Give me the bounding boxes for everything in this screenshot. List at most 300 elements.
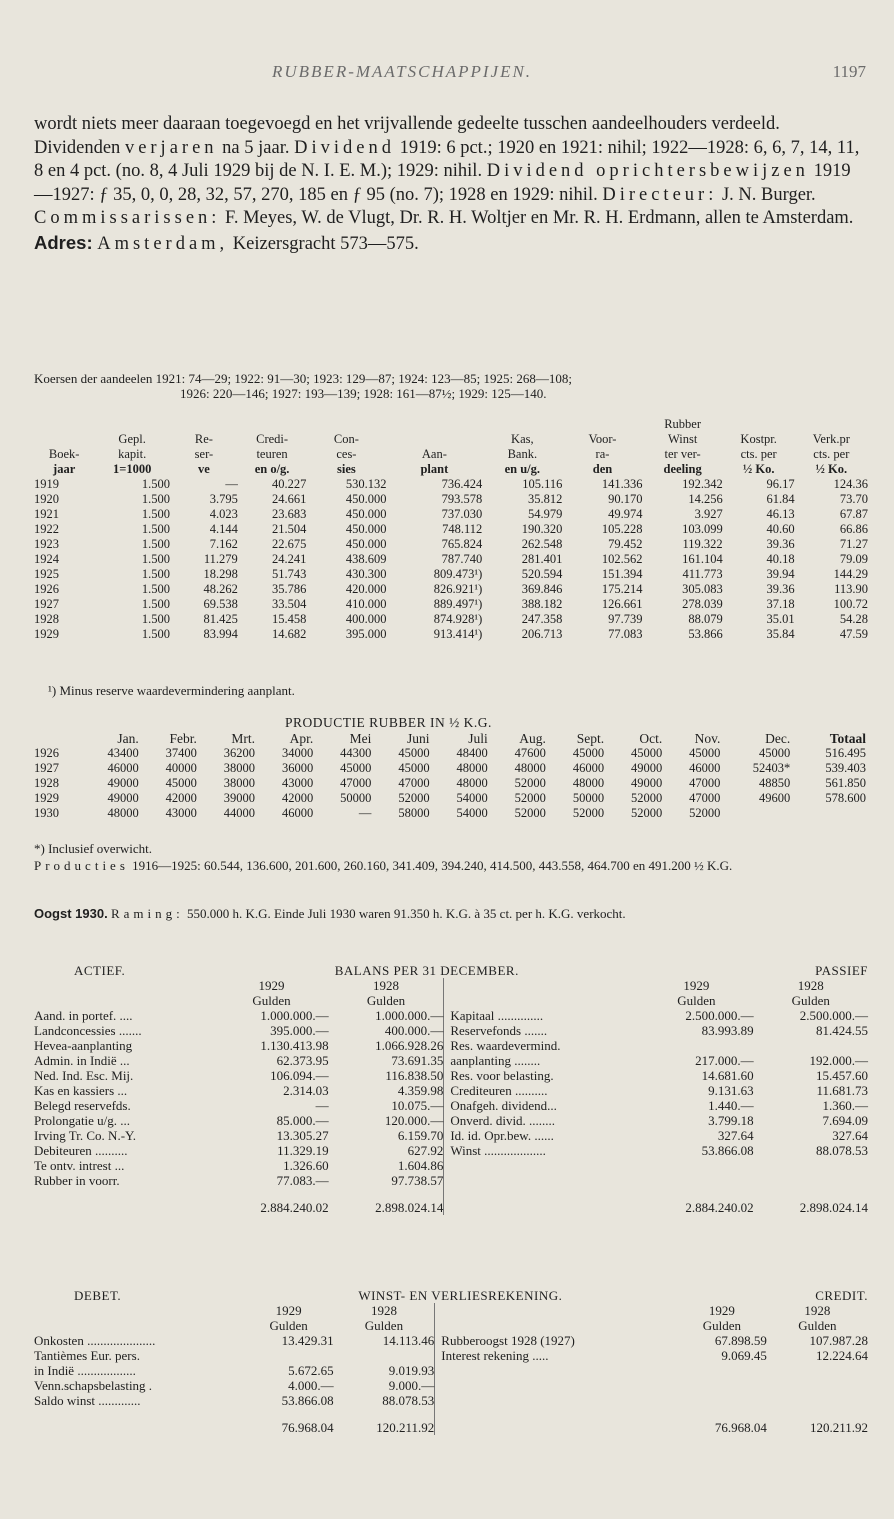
column-header <box>170 417 238 432</box>
production-cell: 48000 <box>514 761 546 775</box>
table-cell: 119.322 <box>682 537 723 551</box>
right-title: PASSIEF <box>815 963 868 978</box>
table-cell: 14.256 <box>688 492 723 506</box>
table-cell: 736.424 <box>441 477 483 491</box>
table-cell: 4.144 <box>209 522 238 536</box>
left-title: ACTIEF. <box>74 963 126 978</box>
table-cell: 3.927 <box>694 507 723 521</box>
left-item-label: Belegd reservefds. <box>34 1098 131 1113</box>
right-item-value: 3.799.18 <box>708 1113 754 1128</box>
unit-label: Gulden <box>269 1318 308 1333</box>
statement-row <box>34 1098 868 1113</box>
table-cell: 21.504 <box>271 522 307 536</box>
right-item-value: 107.987.28 <box>809 1333 868 1348</box>
month-header: Jan. <box>117 731 139 746</box>
spacer <box>639 1173 753 1188</box>
column-header <box>238 417 307 432</box>
year-label: 1929 <box>708 1303 735 1318</box>
table-cell: 40.227 <box>271 477 307 491</box>
label-raming: Raming: <box>110 906 184 921</box>
left-title: DEBET. <box>74 1288 122 1303</box>
column-header: deeling <box>663 462 702 476</box>
statement-row <box>34 1173 868 1188</box>
column-header: teuren <box>256 447 288 461</box>
table-cell: 77.083 <box>608 627 643 641</box>
text-oprichters-history: 1919—1927: ƒ 35, 0, 0, 28, 32, 57, 270, 185 en ƒ 95 (no. 7); 1928 en 1929: nihil. <box>34 161 851 205</box>
right-item-value <box>639 1038 753 1053</box>
month-header: Dec. <box>765 731 791 746</box>
table-cell: 67.87 <box>839 507 868 521</box>
table-cell: 47.59 <box>839 627 868 641</box>
spacer <box>444 993 639 1008</box>
spacer <box>435 1378 677 1393</box>
right-item-value: 83.993.89 <box>701 1023 754 1038</box>
unit-label: Gulden <box>791 993 830 1008</box>
statement-row <box>34 1363 868 1378</box>
production-cell: 45000 <box>689 746 721 760</box>
producties-paragraph <box>34 858 874 874</box>
table-cell: 144.29 <box>833 567 868 581</box>
table-cell: 79.452 <box>608 537 643 551</box>
unit-label: Gulden <box>798 1318 837 1333</box>
production-cell: 48850 <box>758 776 791 790</box>
table-cell: 1928 <box>34 612 59 626</box>
production-cell: 47000 <box>689 776 721 790</box>
left-item-value: 1.000.000.— <box>260 1008 329 1023</box>
month-header: Juli <box>468 731 488 746</box>
left-item-value: 4.359.98 <box>397 1083 444 1098</box>
year-label: 1928 <box>370 1303 397 1318</box>
production-row <box>34 791 866 806</box>
table-cell: 103.099 <box>682 522 723 536</box>
column-header: ra- <box>595 447 610 461</box>
table-row <box>34 507 868 522</box>
left-item-label: Venn.schapsbelasting . <box>34 1378 153 1393</box>
totals-row <box>34 1188 868 1215</box>
statement-row <box>34 1113 868 1128</box>
production-row <box>34 746 866 761</box>
table-cell: 388.182 <box>521 597 563 611</box>
unit-row <box>34 1318 868 1333</box>
right-item-label: aanplanting ........ <box>444 1053 639 1068</box>
production-cell: 34000 <box>281 746 314 760</box>
left-item-value: 1.604.86 <box>397 1158 444 1173</box>
left-item-value: 97.738.57 <box>391 1173 444 1188</box>
left-item-value: 106.094.— <box>270 1068 329 1083</box>
spacer <box>444 1173 639 1188</box>
table-cell: 530.132 <box>345 477 387 491</box>
production-cell: 48000 <box>107 806 139 820</box>
text-na-5-jaar: na 5 jaar. <box>222 137 290 158</box>
table-cell: 3.795 <box>209 492 238 506</box>
table-cell: 141.336 <box>601 477 643 491</box>
table-cell: 281.401 <box>521 552 563 566</box>
left-item-value <box>334 1348 435 1363</box>
spacer <box>677 1363 767 1378</box>
statement-row <box>34 1393 868 1408</box>
column-header <box>94 417 170 432</box>
left-item-label: Saldo winst ............. <box>34 1393 141 1408</box>
right-item-value: 1.440.— <box>708 1098 754 1113</box>
left-item-label: Hevea-aanplanting <box>34 1038 133 1053</box>
table-cell: 190.320 <box>521 522 563 536</box>
share-prices-line-1: Koersen der aandeelen 1921: 74—29; 1922: 91—30; 1923: 129—87; 1924: 123—85; 1925: 268—108; <box>34 371 572 386</box>
table-cell: 81.425 <box>203 612 238 626</box>
table-cell: 40.18 <box>766 552 795 566</box>
total-value: 2.884.240.02 <box>260 1200 329 1215</box>
left-item-label: Debiteuren .......... <box>34 1143 128 1158</box>
text-directeur: J. N. Burger. <box>721 184 816 205</box>
table-cell: 889.497¹) <box>433 597 483 611</box>
table-cell: 24.661 <box>271 492 307 506</box>
column-header: Re- <box>194 432 213 446</box>
production-cell: 49000 <box>631 761 663 775</box>
left-item-value: — <box>315 1098 329 1113</box>
column-header: Aan- <box>421 447 447 461</box>
total-value: 120.211.92 <box>809 1420 868 1435</box>
table-cell: 450.000 <box>345 492 387 506</box>
table-cell: 430.300 <box>345 567 387 581</box>
table-header-row <box>34 432 868 447</box>
table-cell: 54.979 <box>528 507 563 521</box>
table-cell: 1.500 <box>141 582 170 596</box>
left-item-label: Onkosten ..................... <box>34 1333 156 1348</box>
column-header <box>723 417 795 432</box>
column-header: Kostpr. <box>740 432 777 446</box>
column-header: ces- <box>336 447 357 461</box>
production-cell: 52000 <box>631 791 663 805</box>
production-cell: 40000 <box>165 761 197 775</box>
table-cell: 1.500 <box>141 627 170 641</box>
spacer <box>435 1363 677 1378</box>
table-cell: 1921 <box>34 507 59 521</box>
right-item-value: 11.681.73 <box>816 1083 868 1098</box>
production-cell: 46000 <box>572 761 605 775</box>
right-item-label: Reservefonds ....... <box>444 1023 639 1038</box>
table-cell: 1.500 <box>141 552 170 566</box>
production-cell: 52000 <box>514 791 546 805</box>
table-header-row <box>34 447 868 462</box>
left-item-label: Kas en kassiers ... <box>34 1083 128 1098</box>
column-header: en o/g. <box>254 462 290 476</box>
column-header <box>34 417 94 432</box>
production-cell: 50000 <box>572 791 605 805</box>
unit-row <box>34 993 868 1008</box>
total-value: 2.898.024.14 <box>375 1200 444 1215</box>
left-item-label: Landconcessies ....... <box>34 1023 142 1038</box>
right-item-value <box>754 1038 868 1053</box>
statement-row <box>34 1083 868 1098</box>
production-cell: 578.600 <box>825 791 866 805</box>
table-cell: 113.90 <box>834 582 868 596</box>
left-item-value: 2.314.03 <box>283 1083 329 1098</box>
column-header: en u/g. <box>504 462 541 476</box>
table-cell: 35.01 <box>766 612 795 626</box>
profit-loss-account <box>34 1288 868 1435</box>
production-cell: 38000 <box>223 761 256 775</box>
production-cell: 45000 <box>572 746 605 760</box>
text-dividend-intro: wordt niets meer daaraan toegevoegd en het vrijvallende gedeelte tusschen aandeelhouders verdeeld. Dividenden <box>34 114 780 158</box>
year-row <box>34 1303 868 1318</box>
production-cell: 50000 <box>340 791 372 805</box>
column-header: Con- <box>333 432 359 446</box>
unit-label: Gulden <box>702 1318 742 1333</box>
table-cell: 1919 <box>34 477 59 491</box>
table-cell: 765.824 <box>441 537 483 551</box>
table-row <box>34 477 868 492</box>
month-header: Nov. <box>694 731 721 746</box>
table-footnote: ¹) Minus reserve waardevermindering aanplant. <box>48 683 295 698</box>
financial-history-table <box>34 417 868 642</box>
production-cell: 52000 <box>689 806 721 820</box>
table-cell: 411.773 <box>682 567 723 581</box>
production-row <box>34 776 866 791</box>
left-item-label: in Indië .................. <box>34 1363 136 1378</box>
table-row <box>34 597 868 612</box>
production-cell: — <box>358 806 372 820</box>
label-directeur: Directeur: <box>602 184 718 205</box>
production-cell: 43400 <box>107 746 139 760</box>
column-header: Gepl. <box>118 432 146 446</box>
right-item-value: 9.069.45 <box>721 1348 767 1363</box>
left-item-value: 1.066.928.26 <box>375 1038 444 1053</box>
right-item-value: 2.500.000.— <box>685 1008 754 1023</box>
oogst-paragraph <box>34 906 874 922</box>
table-cell: 247.358 <box>521 612 563 626</box>
table-cell: 90.170 <box>608 492 643 506</box>
right-item-value: 53.866.08 <box>701 1143 754 1158</box>
statement-title-row <box>34 1288 868 1303</box>
left-item-value: 73.691.35 <box>391 1053 444 1068</box>
table-row <box>34 522 868 537</box>
table-cell: 410.000 <box>345 597 387 611</box>
table-cell: 1927 <box>34 597 59 611</box>
table-cell: 1.500 <box>141 537 170 551</box>
spacer <box>34 1303 244 1318</box>
unit-label: Gulden <box>252 993 291 1008</box>
production-cell: 45000 <box>631 746 663 760</box>
table-cell: 54.28 <box>839 612 868 626</box>
spacer <box>435 1318 677 1333</box>
table-cell: 305.083 <box>682 582 723 596</box>
unit-label: Gulden <box>366 993 406 1008</box>
spacer <box>754 1173 868 1188</box>
table-cell: 66.86 <box>839 522 868 536</box>
column-header: Credi- <box>256 432 289 446</box>
month-header: Mrt. <box>231 731 256 746</box>
production-cell: 44000 <box>223 806 256 820</box>
table-cell: 1923 <box>34 537 59 551</box>
left-item-value: 88.078.53 <box>382 1393 435 1408</box>
left-item-value: 1.000.000.— <box>375 1008 444 1023</box>
table-row <box>34 552 868 567</box>
table-row <box>34 567 868 582</box>
spacer <box>435 1393 677 1408</box>
production-cell: 48400 <box>456 746 488 760</box>
spacer <box>639 1158 753 1173</box>
column-header: sies <box>337 462 356 476</box>
statement-row <box>34 1053 868 1068</box>
right-item-label: Res. waardevermind. <box>444 1038 639 1053</box>
production-cell: 52000 <box>514 806 546 820</box>
table-cell: 24.241 <box>271 552 307 566</box>
column-header: Rubber <box>664 417 702 431</box>
left-item-value: 85.000.— <box>276 1113 329 1128</box>
left-item-value: 1.130.413.98 <box>260 1038 329 1053</box>
production-cell <box>720 806 790 821</box>
right-item-value: 9.131.63 <box>708 1083 754 1098</box>
production-cell: 1929 <box>34 791 59 805</box>
production-cell: 52000 <box>398 791 430 805</box>
statement-row <box>34 1378 868 1393</box>
right-title: CREDIT. <box>815 1288 868 1303</box>
production-cell: 47600 <box>514 746 546 760</box>
table-cell: 102.562 <box>601 552 643 566</box>
table-cell: 37.18 <box>766 597 795 611</box>
left-item-value: 120.000.— <box>384 1113 444 1128</box>
share-prices <box>34 371 874 401</box>
table-cell: 369.846 <box>521 582 563 596</box>
table-cell: 1924 <box>34 552 59 566</box>
spacer <box>435 1303 677 1318</box>
table-cell: 450.000 <box>345 537 387 551</box>
left-item-value <box>244 1348 334 1363</box>
year-row <box>34 978 868 993</box>
left-item-value: 53.866.08 <box>281 1393 334 1408</box>
table-cell: 79.09 <box>839 552 868 566</box>
column-header: den <box>592 462 613 476</box>
month-header: Apr. <box>289 731 314 746</box>
label-producties: Producties <box>34 858 129 873</box>
left-item-label: Tantièmes Eur. pers. <box>34 1348 140 1363</box>
table-cell: 35.812 <box>528 492 563 506</box>
left-item-label: Prolongatie u/g. ... <box>34 1113 131 1128</box>
right-item-value: 327.64 <box>717 1128 754 1143</box>
production-cell: 52403* <box>752 761 791 775</box>
address-line <box>34 231 864 257</box>
table-cell: 51.743 <box>271 567 307 581</box>
table-cell: 450.000 <box>345 522 387 536</box>
table-row <box>34 492 868 507</box>
total-value: 2.898.024.14 <box>799 1200 868 1215</box>
right-item-label: Kapitaal .............. <box>444 1008 639 1023</box>
left-item-value: 13.305.27 <box>276 1128 329 1143</box>
year-label: 1929 <box>275 1303 302 1318</box>
table-cell: 83.994 <box>203 627 238 641</box>
production-cell: 42000 <box>165 791 197 805</box>
production-cell: 48000 <box>456 761 488 775</box>
table-cell: 1.500 <box>141 597 170 611</box>
left-item-value: 13.429.31 <box>281 1333 334 1348</box>
table-cell: 49.974 <box>608 507 643 521</box>
table-cell: 161.104 <box>682 552 723 566</box>
left-item-label: Irving Tr. Co. N.-Y. <box>34 1128 136 1143</box>
right-item-label: Rubberoogst 1928 (1927) <box>435 1333 677 1348</box>
year-label: 1929 <box>258 978 285 993</box>
left-item-value: 6.159.70 <box>397 1128 444 1143</box>
left-item-label: Ned. Ind. Esc. Mij. <box>34 1068 134 1083</box>
production-cell: 47000 <box>398 776 430 790</box>
production-cell: 45000 <box>758 746 791 760</box>
column-header: jaar <box>53 462 76 476</box>
table-cell: 97.739 <box>608 612 643 626</box>
table-cell: — <box>225 477 238 491</box>
table-cell: 1.500 <box>141 477 170 491</box>
table-cell: 192.342 <box>682 477 723 491</box>
unit-label: Gulden <box>677 993 716 1008</box>
production-cell: 47000 <box>340 776 372 790</box>
table-cell: 1.500 <box>141 492 170 506</box>
production-cell: 38000 <box>223 776 256 790</box>
table-cell: 39.94 <box>766 567 795 581</box>
table-cell: 22.675 <box>271 537 307 551</box>
table-cell: 1.500 <box>141 522 170 536</box>
table-cell: 1922 <box>34 522 59 536</box>
column-header: cts. per <box>740 447 777 461</box>
production-cell: 58000 <box>398 806 430 820</box>
table-cell: 206.713 <box>521 627 563 641</box>
label-commissarissen: Commissarissen: <box>34 208 221 228</box>
month-header: Aug. <box>519 731 546 746</box>
month-header: Oct. <box>639 731 663 746</box>
left-item-value: 5.672.65 <box>288 1363 334 1378</box>
table-cell: 1920 <box>34 492 59 506</box>
table-cell: 53.866 <box>688 627 723 641</box>
text-adres-city: Amsterdam, <box>97 233 229 254</box>
spacer <box>34 1318 244 1333</box>
right-item-value: 7.694.09 <box>822 1113 868 1128</box>
left-item-value: 14.113.46 <box>382 1333 435 1348</box>
details-paragraph <box>34 113 864 231</box>
table-header-row <box>34 417 868 432</box>
table-cell: 1925 <box>34 567 59 581</box>
right-item-label: Interest rekening ..... <box>435 1348 677 1363</box>
production-cell: 54000 <box>456 806 488 820</box>
production-cell: 52000 <box>514 776 546 790</box>
table-cell: 39.36 <box>766 582 795 596</box>
spacer <box>767 1363 868 1378</box>
production-title: PRODUCTIE RUBBER IN ½ K.G. <box>285 715 492 730</box>
statement-row <box>34 1143 868 1158</box>
production-cell: 44300 <box>340 746 372 760</box>
left-item-value: 627.92 <box>407 1143 444 1158</box>
right-item-label: Winst ................... <box>444 1143 639 1158</box>
table-cell: 88.079 <box>688 612 723 626</box>
left-item-value: 395.000.— <box>270 1023 329 1038</box>
text-adres-street: Keizersgracht 573—575. <box>232 233 419 254</box>
column-header <box>562 417 642 432</box>
spacer <box>34 1188 214 1215</box>
table-cell: 1.500 <box>141 567 170 581</box>
column-header: Voor- <box>588 432 617 446</box>
right-item-value: 1.360.— <box>822 1098 868 1113</box>
right-item-value: 192.000.— <box>809 1053 868 1068</box>
column-header <box>34 432 94 447</box>
left-item-value: 400.000.— <box>384 1023 444 1038</box>
column-header: ter ver- <box>664 447 701 461</box>
production-row <box>34 761 866 776</box>
center-title: BALANS PER 31 DECEMBER. <box>334 963 519 978</box>
table-cell: 520.594 <box>521 567 563 581</box>
spacer <box>767 1393 868 1408</box>
year-label: 1928 <box>372 978 399 993</box>
table-row <box>34 627 868 642</box>
spacer <box>34 978 214 993</box>
production-cell: 36000 <box>281 761 314 775</box>
left-item-value: 116.838.50 <box>385 1068 444 1083</box>
production-cell: 52000 <box>631 806 663 820</box>
production-cell: 47000 <box>689 791 721 805</box>
